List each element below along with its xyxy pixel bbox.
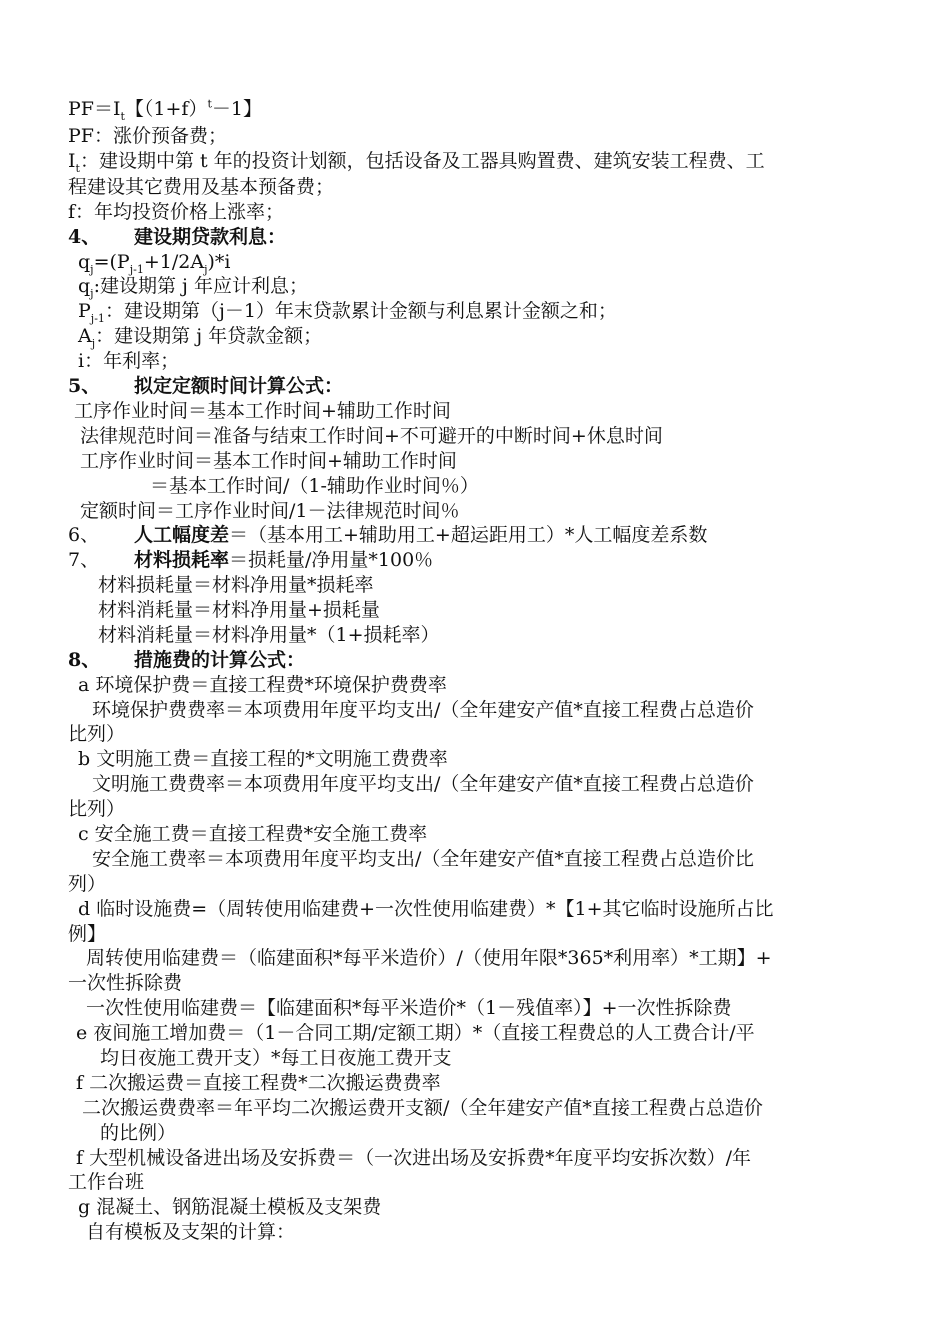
s5-line-3: 工序作业时间＝基本工作时间+辅助工作时间	[80, 450, 457, 472]
s8-a-2: 环境保护费费率＝本项费用年度平均支出/（全年建安产值*直接工程费占总造价	[92, 699, 754, 721]
s8-a-3: 比列）	[68, 723, 126, 745]
s8-f-3: 的比例）	[100, 1122, 177, 1144]
pj-definition: $P_{j-1}$：建设期第（j－1）年末贷款累计金额与利息累计金额之和；	[78, 300, 617, 325]
s5-line-1: 工序作业时间＝基本工作时间+辅助工作时间	[74, 400, 451, 422]
s7-line-1: 材料损耗量＝材料净用量*损耗率	[98, 574, 374, 596]
f-definition: f：年均投资价格上涨率；	[68, 201, 285, 223]
it-definition-line1: $I_t$：建设期中第 t 年的投资计划额，包括设备及工器具购置费、建筑安装工程费、工	[68, 150, 765, 175]
section-5-heading: 5、 拟定定额时间计算公式：	[68, 375, 344, 397]
s8-f-1: f 二次搬运费＝直接工程费*二次搬运费费率	[76, 1072, 441, 1094]
s8-d-5: 一次性使用临建费＝【临建面积*每平米造价*（1－残值率）】+一次性拆除费	[86, 997, 732, 1019]
s8-c-1: c 安全施工费＝直接工程费*安全施工费率	[78, 823, 428, 845]
s8-d-4: 一次性拆除费	[68, 972, 183, 994]
s8-g-1: g 混凝土、钢筋混凝土模板及支架费	[78, 1196, 382, 1218]
s8-e-2: 均日夜施工费开支）*每工日夜施工费开支	[100, 1047, 452, 1069]
interest-formula: $q_j=(P_{j-1}+1/2A_j)*i$	[78, 251, 231, 276]
s8-b-2: 文明施工费费率＝本项费用年度平均支出/（全年建安产值*直接工程费占总造价	[92, 773, 754, 795]
s8-d-3: 周转使用临建费＝（临建面积*每平米造价）/（使用年限*365*利用率）*工期】+	[86, 947, 772, 969]
pf-definition: PF：涨价预备费；	[68, 125, 227, 147]
s5-line-4: ＝基本工作时间/（1-辅助作业时间％）	[150, 475, 479, 497]
s8-g-2: 自有模板及支架的计算：	[86, 1221, 296, 1243]
s8-f-4: f 大型机械设备进出场及安拆费＝（一次进出场及安拆费*年度平均安拆次数）/年	[76, 1147, 751, 1169]
section-8-heading: 8、 措施费的计算公式：	[68, 649, 306, 671]
s5-line-5: 定额时间＝工序作业时间/1－法律规范时间％	[80, 500, 460, 522]
aj-definition: $A_j$：建设期第 j 年贷款金额；	[78, 325, 323, 350]
s7-line-2: 材料消耗量＝材料净用量+损耗量	[98, 599, 380, 621]
s8-a-1: a 环境保护费＝直接工程费*环境保护费费率	[78, 674, 447, 696]
i-definition: i：年利率；	[78, 350, 180, 372]
s8-b-1: b 文明施工费＝直接工程的*文明施工费费率	[78, 748, 448, 770]
s8-c-2: 安全施工费率＝本项费用年度平均支出/（全年建安产值*直接工程费占总造价比	[92, 848, 754, 870]
s8-b-3: 比列）	[68, 798, 126, 820]
s8-f-2: 二次搬运费费率＝年平均二次搬运费开支额/（全年建安产值*直接工程费占总造价	[82, 1097, 763, 1119]
pf-formula: $PF=I_t$【$(1+f)^t-1$】	[68, 97, 262, 123]
s8-d-2: 例】	[68, 923, 107, 945]
s5-line-2: 法律规范时间＝准备与结束工作时间+不可避开的中断时间+休息时间	[80, 425, 663, 447]
s8-f-5: 工作台班	[68, 1171, 145, 1193]
s8-c-3: 列）	[68, 873, 107, 895]
qj-definition: $q_j$:建设期第 j 年应计利息；	[78, 275, 308, 300]
s7-line-3: 材料消耗量＝材料净用量*（1+损耗率）	[98, 624, 440, 646]
section-6-line: 6、 人工幅度差＝（基本用工+辅助用工+超运距用工）*人工幅度差系数	[68, 524, 708, 546]
s8-e-1: e 夜间施工增加费＝（1－合同工期/定额工期）*（直接工程费总的人工费合计/平	[76, 1022, 755, 1044]
s8-d-1: d 临时设施费=（周转使用临建费+一次性使用临建费）*【1+其它临时设施所占比	[78, 898, 774, 920]
section-4-heading: 4、 建设期贷款利息：	[68, 226, 287, 248]
section-7-line: 7、 材料损耗率＝损耗量/净用量*100％	[68, 549, 434, 571]
it-definition-line2: 程建设其它费用及基本预备费；	[68, 176, 335, 198]
